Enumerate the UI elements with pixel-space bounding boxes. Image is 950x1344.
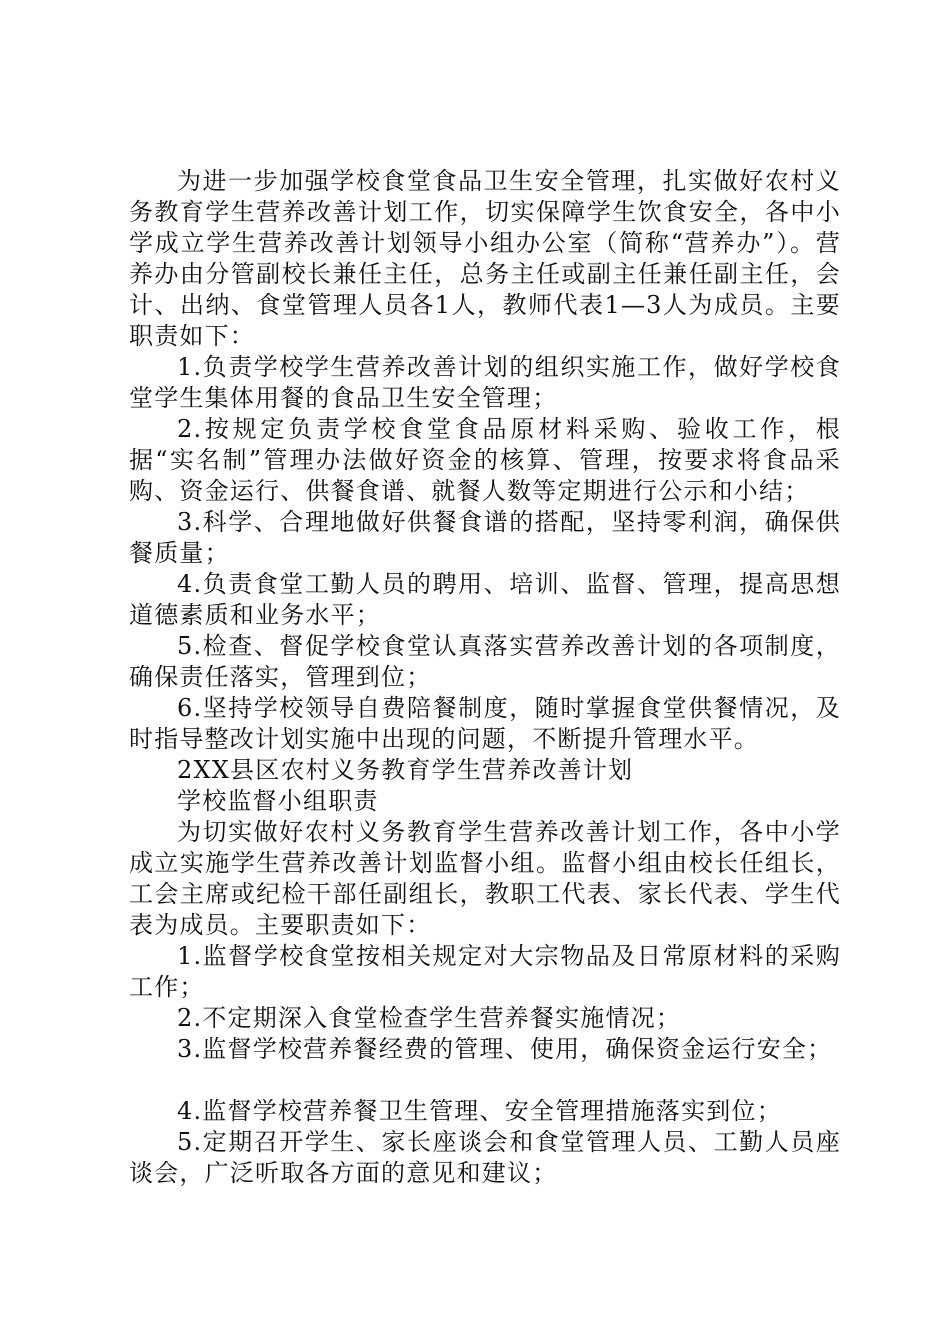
section2-heading-line2: 学校监督小组职责 bbox=[177, 787, 379, 815]
section1-item-1: 1.负责学校学生营养改善计划的组织实施工作，做好学校食堂学生集体用餐的食品卫生安全管理； bbox=[129, 353, 841, 412]
section1-item-4: 4.负责食堂工勤人员的聘用、培训、监督、管理，提高思想道德素质和业务水平； bbox=[129, 570, 841, 629]
section2-item-4: 4.监督学校营养餐卫生管理、安全管理措施落实到位； bbox=[177, 1097, 782, 1125]
section1-item-5: 5.检查、督促学校食堂认真落实营养改善计划的各项制度，确保责任落实，管理到位； bbox=[129, 632, 841, 691]
document-body bbox=[129, 166, 841, 1189]
paragraph-spacer bbox=[129, 1065, 841, 1096]
section1-item-3: 3.科学、合理地做好供餐食谱的搭配，坚持零利润，确保供餐质量； bbox=[129, 508, 841, 567]
section2-intro-paragraph: 为切实做好农村义务教育学生营养改善计划工作，各中小学成立实施学生营养改善计划监督小组。监督小组由校长任组长，工会主席或纪检干部任副组长，教职工代表、家长代表、学生代表为成员。主要职责如下： bbox=[129, 818, 841, 939]
section2-item-1: 1.监督学校食堂按相关规定对大宗物品及日常原材料的采购工作； bbox=[129, 942, 841, 1001]
section1-item-6: 6.坚持学校领导自费陪餐制度，随时掌握食堂供餐情况，及时指导整改计划实施中出现的问题，不断提升管理水平。 bbox=[129, 694, 841, 753]
section2-item-3: 3.监督学校营养餐经费的管理、使用，确保资金运行安全； bbox=[177, 1035, 833, 1063]
section1-intro-paragraph: 为进一步加强学校食堂食品卫生安全管理，扎实做好农村义务教育学生营养改善计划工作，切实保障学生饮食安全，各中小学成立学生营养改善计划领导小组办公室（简称“营养办”）。营养办由分管副校长兼任主任，总务主任或副主任兼任副主任，会计、出纳、食堂管理人员各1人，教师代表1—3人为成员。主要职责如下： bbox=[129, 167, 841, 350]
section2-item-2: 2.不定期深入食堂检查学生营养餐实施情况； bbox=[177, 1004, 682, 1032]
section1-item-2: 2.按规定负责学校食堂食品原材料采购、验收工作，根据“实名制”管理办法做好资金的核算、管理，按要求将食品采购、资金运行、供餐食谱、就餐人数等定期进行公示和小结； bbox=[129, 415, 841, 505]
section2-item-5: 5.定期召开学生、家长座谈会和食堂管理人员、工勤人员座谈会，广泛听取各方面的意见和建议； bbox=[129, 1128, 841, 1187]
section2-heading-line1: 2XX县区农村义务教育学生营养改善计划 bbox=[177, 756, 634, 784]
